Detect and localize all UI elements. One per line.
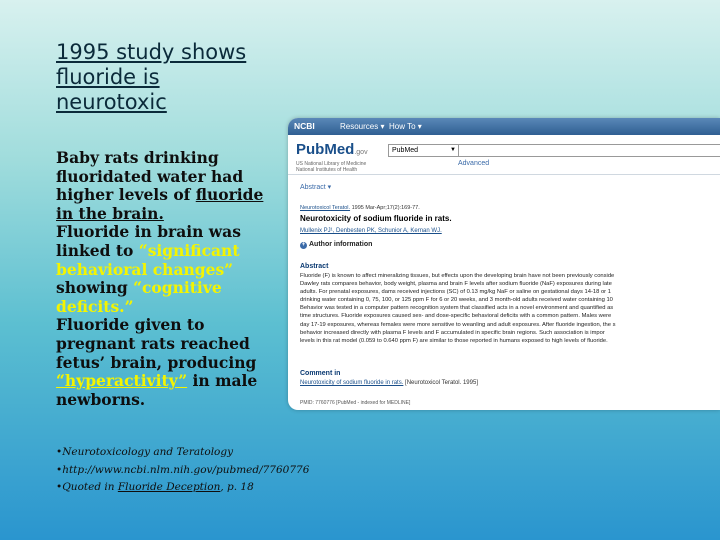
howto-menu[interactable]: How To ▾ [389,122,422,131]
resources-menu[interactable]: Resources ▾ [340,122,385,131]
journal-link[interactable]: Neurotoxicol Teratol. [300,205,351,211]
abstract-line: Behavior was tested in a computer pattern recognition system that classified acts in a novel environment and quantified as [300,305,614,312]
plus-icon: + [301,242,306,248]
bullet-2-highlight-1: “significant behavioral changes” [56,240,240,279]
bullet-2 [56,223,280,316]
ncbi-logo[interactable]: NCBI [294,121,315,131]
abstract-line: drinking water containing 0, 75, 100, or 125 ppm F for 6 or 20 weeks, and 3 month-old adults received water containing 10 [300,297,613,304]
slide-title-text: 1995 study shows fluoride is neurotoxic [56,40,247,114]
pmid-line: PMID: 7760776 [PubMed - indexed for MEDLINE] [300,400,411,406]
abstract-line: levels in this rat model (0.059 to 0.640 ppm F) are similar to those reported in humans exposed to high levels of fluoride. [300,337,608,344]
comment-source: [Neurotoxicol Teratol. 1995] [403,380,478,386]
bullet-3 [56,316,280,409]
ncbi-top-bar [288,118,720,135]
library-line-1: US National Library of Medicine [296,161,367,167]
abstract-line: time structures. Fluoride exposures caused sex- and dose-specific behavioral deficits with a common pattern. Males were [300,313,612,320]
divider [288,174,720,175]
article-title: Neurotoxicity of sodium fluoride in rats. [300,214,452,223]
bullet-list [56,149,280,409]
ref-book [56,479,280,497]
pubmed-logo[interactable] [296,141,368,158]
abstract-line: day 17-19 exposures, whereas females were more sensitive to weanling and adult exposures. After fluoride ingestion, the s [300,321,616,328]
bullet-3-text: Fluoride given to pregnant rats reached fetus’ brain, producing [56,315,257,372]
abstract-body [300,272,720,345]
ref-book-page: , p. 18 [220,481,254,493]
ref-journal: •Neurotoxicology and Teratology [56,446,234,458]
author-information-toggle[interactable] [300,241,372,249]
bullet-2-mid: showing [56,278,134,298]
bullet-1-text: Baby rats drinking fluoridated water had higher levels of [56,148,244,205]
ref-book-pre: •Quoted in [56,481,118,493]
comment-link[interactable]: Neurotoxicity of sodium fluoride in rats. [300,380,404,386]
abstract-heading: Abstract [300,263,329,270]
comment-heading: Comment in [300,370,341,377]
database-select[interactable] [388,144,459,157]
comment-entry [300,380,478,386]
bullet-1-underline: fluoride in the brain. [56,185,264,223]
bullet-1 [56,149,280,223]
bullet-3-highlight: “hyperactivity” [56,371,188,391]
pubmed-logo-text: PubMed [296,141,355,158]
library-caption [296,161,366,173]
library-line-2: National Institutes of Health [296,167,358,173]
citation-details: 1995 Mar-Apr;17(2):169-77. [350,205,420,211]
citation [300,205,420,211]
abstract-line: Dawley rats compares behavior, body weight, plasma and brain F levels after sodium fluoride (NaF) exposures during late [300,281,612,288]
format-dropdown[interactable]: Abstract ▾ [300,184,332,191]
advanced-link[interactable]: Advanced [458,160,490,167]
bullet-3-post: in male newborns. [56,371,258,409]
references [56,444,310,497]
abstract-line: Fluoride (F) is known to affect mineralizing tissues, but effects upon the developing brain have not been previously conside [300,273,615,279]
slide-title [56,40,266,115]
database-select-value: PubMed [392,147,419,154]
bullet-2-text: Fluoride in brain was linked to [56,222,241,260]
ref-url: •http://www.ncbi.nlm.nih.gov/pubmed/7760776 [56,463,310,476]
pubmed-screenshot [288,118,720,410]
search-input[interactable] [458,144,720,157]
authors-list[interactable]: Mullenix PJ¹, Denbesten PK, Schunior A, Kernan WJ. [300,228,442,234]
abstract-line: behavior increased directly with plasma F levels and F accumulated in specific brain regions. Such association is impor [300,329,605,336]
pubmed-gov: .gov [354,149,368,156]
author-information-label: Author information [309,241,373,248]
bullet-2-highlight-2: “cognitive deficits.” [56,278,222,316]
ref-book-title: Fluoride Deception [117,481,221,493]
abstract-line: adults. For prenatal exposures, dams received injections (SC) of 0.13 mg/kg NaF or saline on gestational days 14-18 or 1 [300,289,611,296]
chevron-down-icon: ▼ [450,147,456,153]
